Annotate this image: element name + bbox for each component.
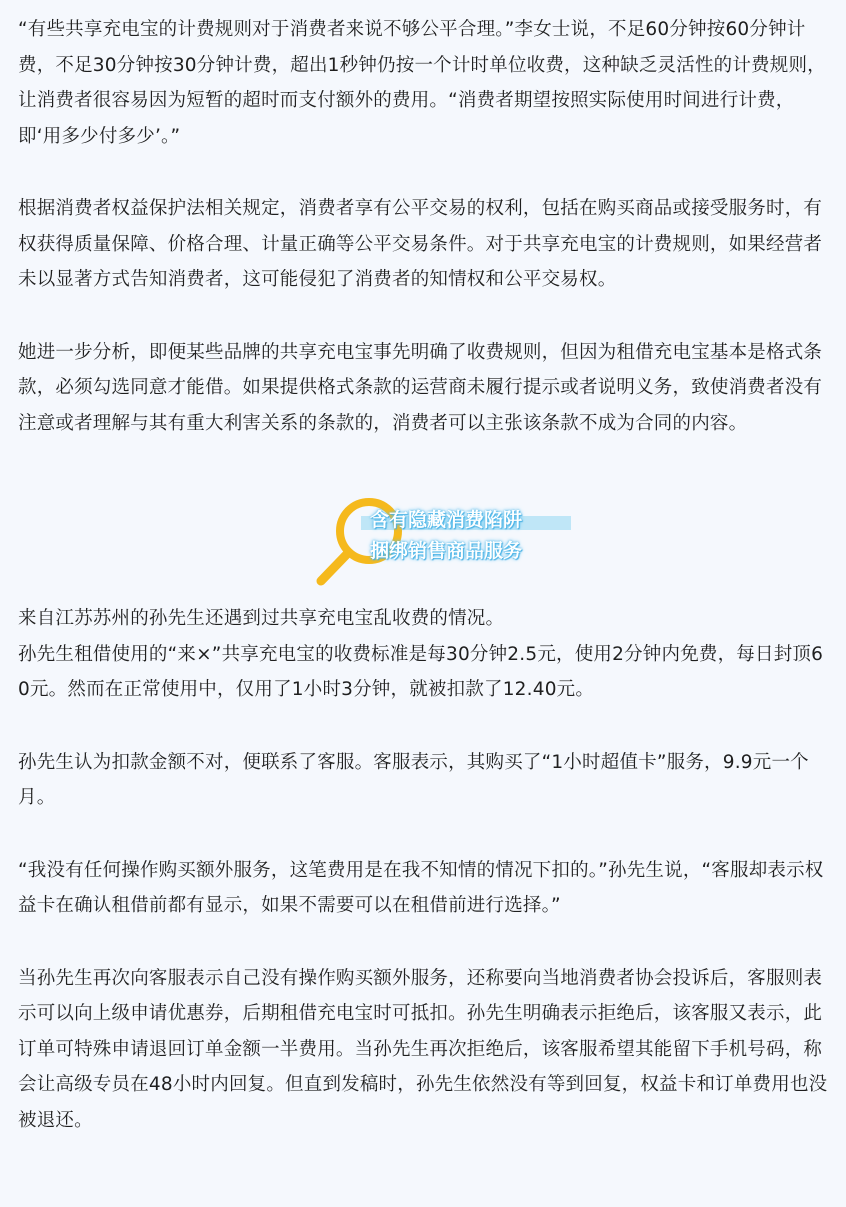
paragraph-sun-intro-line-1: 来自江苏苏州的孙先生还遇到过共享充电宝乱收费的情况。 [18,608,505,629]
paragraph-customer-service: 孙先生认为扣款金额不对，便联系了客服。客服表示，其购买了“1小时超值卡”服务，9.9元一个月。 [18,751,809,808]
section-header-line-2: 捆绑销售商品服务 [370,541,523,562]
paragraph-gap [18,816,833,853]
paragraph-fair-billing: “有些共享充电宝的计费规则对于消费者来说不够公平合理。”李女士说，不足60分钟按60分钟计费，不足30分钟按30分钟计费，超出1秒钟仍按一个计时单位收费，这种缺乏灵活性的计费规则，让消费者很容易因为短暂的超时而支付额外的费用。“消费者期望按照实际使用时间进行计费，即‘用多少付多少’。” [18,19,826,147]
section-header [18,469,833,601]
paragraph-sun-intro-line-2: 孙先生租借使用的“来×”共享充电宝的收费标准是每30分钟2.5元，使用2分钟内免费，每日封顶60元。然而在正常使用中，仅用了1小时3分钟，就被扣款了12.40元。 [18,643,824,700]
article-body [18,12,833,1138]
paragraph-sun-intro [18,601,833,708]
paragraph-gap [18,298,833,335]
paragraph-format-clause: 她进一步分析，即便某些品牌的共享充电宝事先明确了收费规则，但因为租借充电宝基本是格式条款，必须勾选同意才能借。如果提供格式条款的运营商未履行提示或者说明义务，致使消费者没有注意或者理解与其有重大利害关系的条款的，消费者可以主张该条款不成为合同的内容。 [18,341,823,434]
paragraph-gap [18,924,833,961]
paragraph-gap [18,154,833,191]
paragraph-gap [18,708,833,745]
section-header-title [351,505,522,567]
section-header-line-1: 含有隐藏消费陷阱 [370,510,523,531]
paragraph-complaint: 当孙先生再次向客服表示自己没有操作购买额外服务，还称要向当地消费者协会投诉后，客服则表示可以向上级申请优惠券，后期租借充电宝时可抵扣。孙先生明确表示拒绝后，该客服又表示，此订单可特殊申请退回订单金额一半费用。当孙先生再次拒绝后，该客服希望其能留下手机号码，称会让高级专员在48小时内回复。但直到发稿时，孙先生依然没有等到回复，权益卡和订单费用也没被退还。 [18,967,828,1131]
paragraph-sun-quote: “我没有任何操作购买额外服务，这笔费用是在我不知情的情况下扣的。”孙先生说，“客服却表示权益卡在确认租借前都有显示，如果不需要可以在租借前进行选择。” [18,859,824,916]
paragraph-consumer-law: 根据消费者权益保护法相关规定，消费者享有公平交易的权利，包括在购买商品或接受服务时，有权获得质量保障、价格合理、计量正确等公平交易条件。对于共享充电宝的计费规则，如果经营者未以显著方式告知消费者，这可能侵犯了消费者的知情权和公平交易权。 [18,198,823,290]
